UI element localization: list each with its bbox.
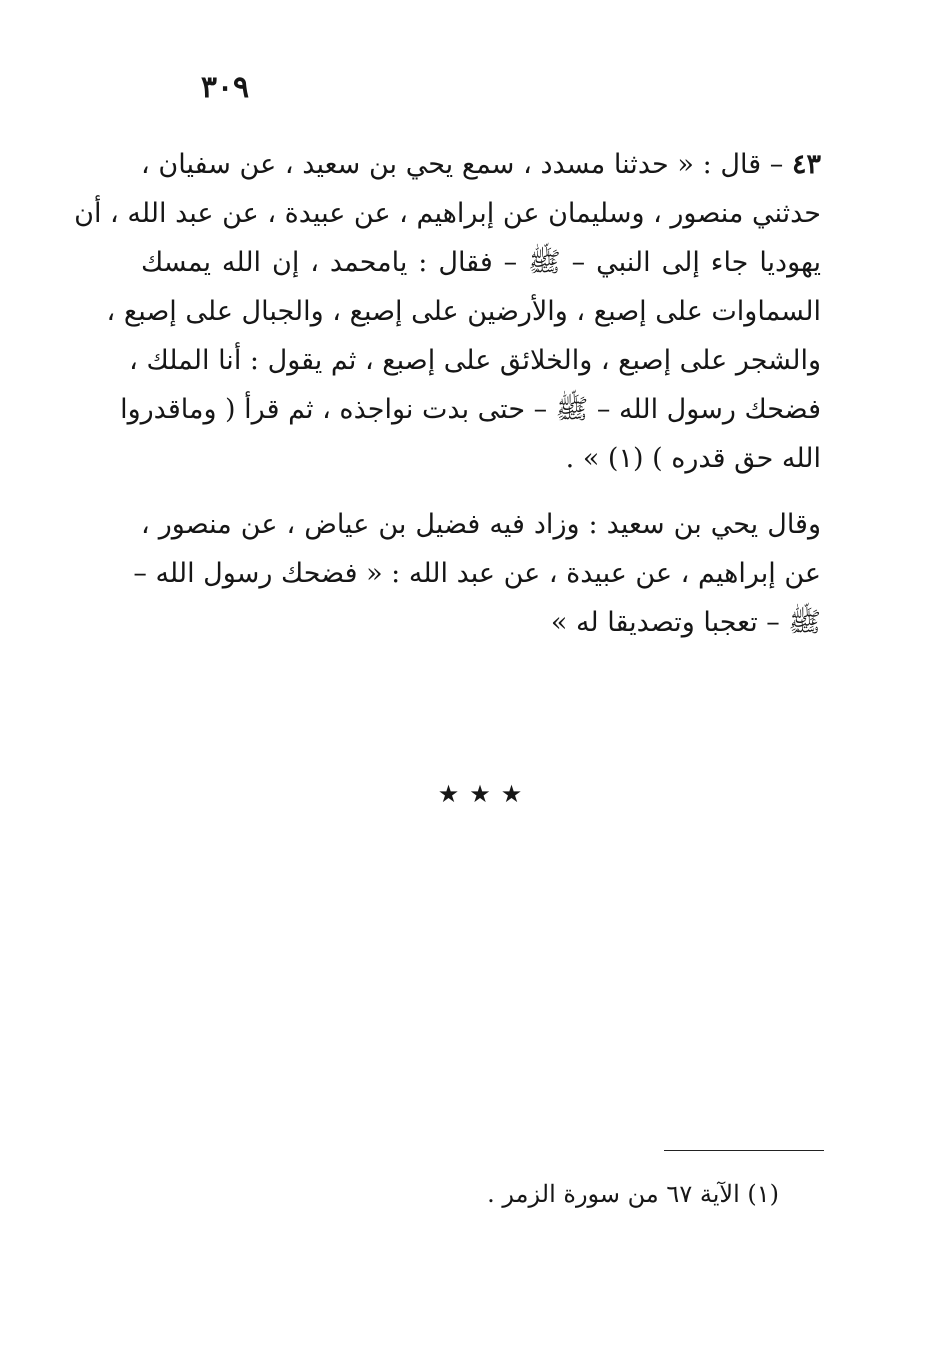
hadith-line: والشجر على إصبع ، والخلائق على إصبع ، ثم يقول : أنا الملك ، [129,345,821,376]
hadith-line: يهوديا جاء إلى النبي – ﷺ – فقال : يامحمد ، إن الله يمسك [141,247,821,278]
hadith-line-text: – قال : « حدثنا مسدد ، سمع يحي بن سعيد ، عن سفيان ، [141,149,784,180]
hadith-line: فضحك رسول الله – ﷺ – حتى بدت نواجذه ، ثم قرأ ( وماقدروا [120,394,821,425]
note-line: ﷺ – تعجبا وتصديقا له » [550,607,821,638]
hadith-line: الله حق قدره ) (١) » . [565,443,821,474]
page-number: ٣٠٩ [200,70,250,105]
narration-note-paragraph [133,500,821,647]
note-line: عن إبراهيم ، عن عبيدة ، عن عبد الله : « فضحك رسول الله – [133,558,821,589]
hadith-line: حدثني منصور ، وسليمان عن إبراهيم ، عن عبيدة ، عن عبد الله ، أن [74,198,821,229]
hadith-line [141,140,821,189]
hadith-line: السماوات على إصبع ، والأرضين على إصبع ، والجبال على إصبع ، [106,296,821,327]
hadith-paragraph [74,140,821,483]
hadith-number: ٤٣ [791,149,821,180]
footnote-divider [664,1150,824,1151]
note-line: وقال يحي بن سعيد : وزاد فيه فضيل بن عياض ، عن منصور ، [141,509,821,540]
footnote: (١) الآية ٦٧ من سورة الزمر . [487,1180,779,1208]
section-separator-stars: ★★★ [437,780,533,808]
